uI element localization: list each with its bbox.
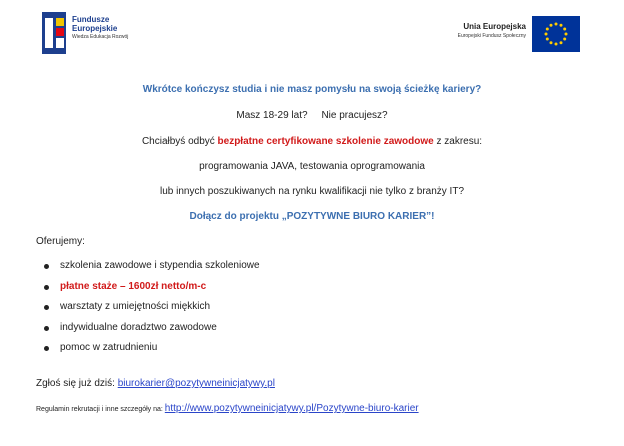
bullet-icon [44,285,49,290]
list-item-text: indywidualne doradztwo zawodowe [60,321,217,333]
age-question: Masz 18-29 lat? [236,110,308,121]
work-question: Nie pracujesz? [321,110,388,121]
rules-line [36,403,419,414]
rules-url-link[interactable]: http://www.pozytywneinicjatywy.pl/Pozytywne-biuro-karier [164,403,419,414]
list-item-text: płatne staże – 1600zł netto/m-c [60,280,207,292]
offer-list [38,256,260,359]
fe-name-line2: Europejskie [72,24,118,33]
contact-line [36,378,275,389]
list-item [38,297,260,318]
list-item-text: szkolenia zawodowe i stypendia szkoleniowe [60,260,260,271]
list-item [38,338,260,359]
ue-name: Unia Europejska [463,22,526,31]
list-item [38,277,260,298]
fe-logo-icon [42,12,66,54]
other-topics-line: lub innych poszukiwanych na rynku kwalifikacji nie tylko z branży IT? [159,186,465,197]
contact-label: Zgłoś się już dziś: [36,378,115,389]
questions-line [0,109,624,122]
offer-title: Oferujemy: [36,236,85,247]
ue-subtitle: Europejski Fundusz Społeczny [457,33,526,39]
list-item [38,256,260,277]
bullet-icon [44,305,49,310]
training-suffix: z zakresu: [436,136,483,147]
rules-label: Regulamin rekrutacji i inne szczegóły na: [36,406,163,413]
bullet-icon [44,326,49,331]
fundusze-europejskie-logo [42,12,182,56]
header [0,0,624,70]
fe-subtitle: Wiedza Edukacja Rozwój [72,34,129,40]
fe-name-line1: Fundusze [72,15,110,24]
join-project-line: Dołącz do projektu „POZYTYWNE BIURO KARIER”! [189,211,435,222]
bullet-icon [44,264,49,269]
fe-logo-text [72,15,128,41]
list-item [38,318,260,339]
bullet-icon [44,346,49,351]
list-item-text: pomoc w zatrudnieniu [60,342,158,353]
headline: Wkrótce kończysz studia i nie masz pomysłu na swoją ścieżkę kariery? [142,84,482,95]
topics-line: programowania JAVA, testowania oprogramowania [199,161,425,172]
ue-logo-text [420,22,526,40]
eu-flag-icon [532,16,580,52]
training-prefix: Chciałbyś odbyć [141,136,215,147]
list-item-text: warsztaty z umiejętności miękkich [60,301,211,312]
training-highlight: bezpłatne certyfikowane szkolenie zawodowe [217,136,434,147]
training-line [0,135,624,148]
email-link[interactable]: biurokarier@pozytywneinicjatywy.pl [117,378,275,389]
unia-europejska-logo [420,14,582,56]
